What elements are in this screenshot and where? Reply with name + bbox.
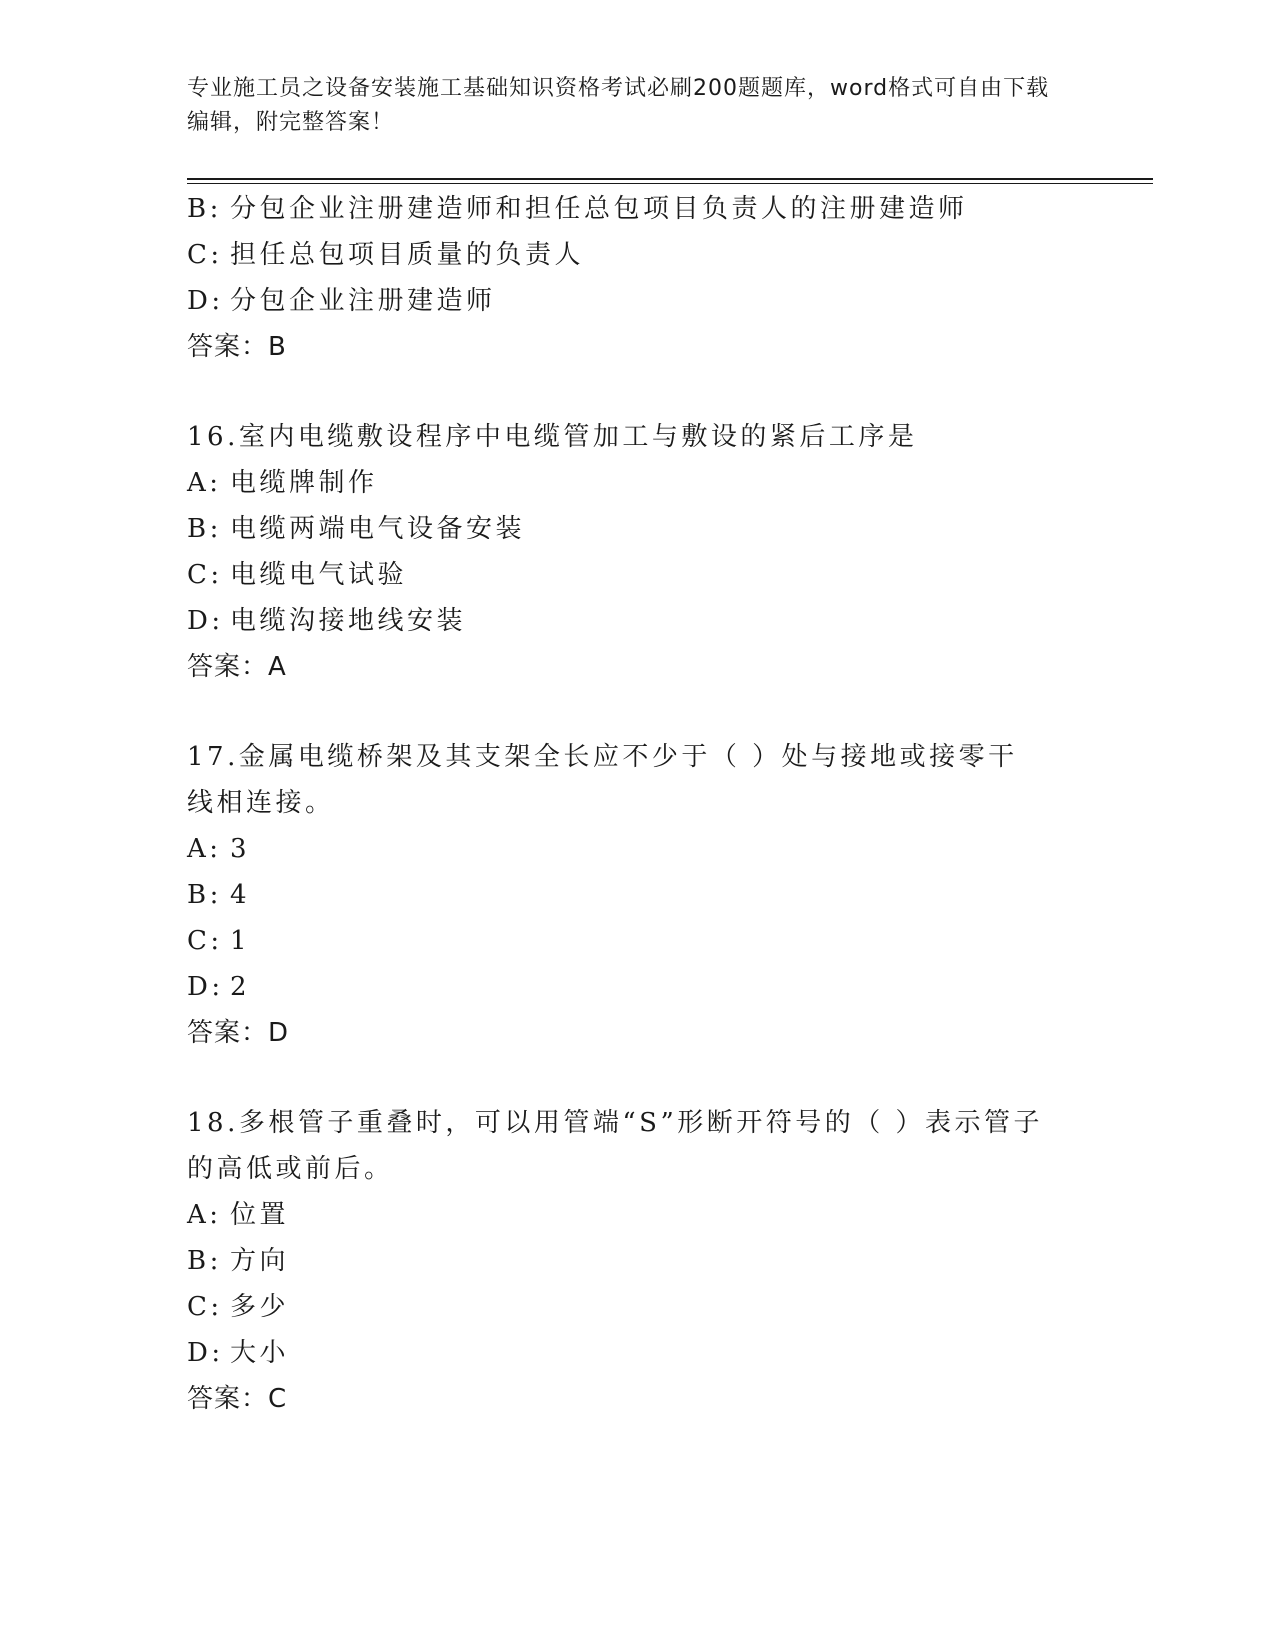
header-rule-thin [187,183,1153,184]
header-rule-thick [187,178,1153,180]
question-18 [187,1100,1087,1422]
option-c: C: 电缆电气试验 [187,560,408,590]
option-d: D: 分包企业注册建造师 [187,286,496,316]
option-b: B: 分包企业注册建造师和担任总包项目负责人的注册建造师 [187,194,968,224]
answer-line: 答案：A [187,652,287,682]
document-body [187,186,1087,1422]
answer-line: 答案：D [187,1018,290,1048]
question-stem: 16.室内电缆敷设程序中电缆管加工与敷设的紧后工序是 [187,422,918,452]
question-stem: 18.多根管子重叠时，可以用管端“S”形断开符号的（ ）表示管子的高低或前后。 [187,1108,1044,1184]
answer-line: 答案：B [187,332,287,362]
answer-line: 答案：C [187,1384,288,1414]
option-b: B: 电缆两端电气设备安装 [187,514,526,544]
option-c: C: 1 [187,926,251,956]
option-a: A: 3 [187,834,251,864]
option-b: B: 方向 [187,1246,290,1276]
option-d: D: 电缆沟接地线安装 [187,606,467,636]
option-a: A: 位置 [187,1200,290,1230]
document-header: 专业施工员之设备安装施工基础知识资格考试必刷200题题库，word格式可自由下载编辑，附完整答案！ [187,76,1050,135]
option-d: D: 大小 [187,1338,290,1368]
option-a: A: 电缆牌制作 [187,468,378,498]
option-b: B: 4 [187,880,251,910]
option-c: C: 担任总包项目质量的负责人 [187,240,585,270]
question-continuation [187,186,1087,370]
question-stem: 17.金属电缆桥架及其支架全长应不少于（ ）处与接地或接零干线相连接。 [187,742,1018,818]
question-16 [187,414,1087,690]
option-c: C: 多少 [187,1292,290,1322]
question-17 [187,734,1087,1056]
option-d: D: 2 [187,972,251,1002]
